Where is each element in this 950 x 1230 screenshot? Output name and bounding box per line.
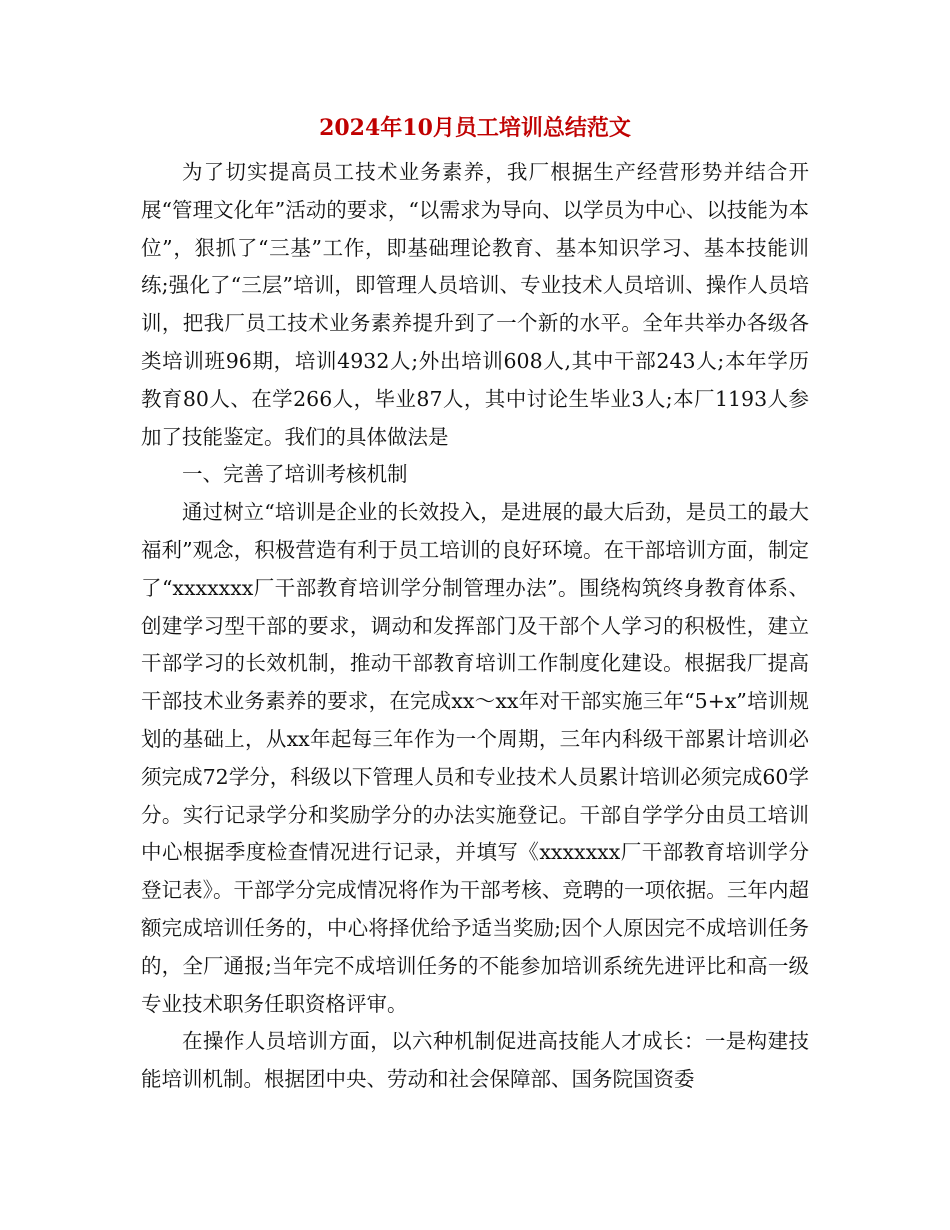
- document-title: 2024年10月员工培训总结范文: [319, 115, 631, 141]
- section-heading: 一、完善了培训考核机制: [182, 462, 408, 487]
- paragraph-operator-training: 在操作人员培训方面，以六种机制促进高技能人才成长：一是构建技能培训机制。根据团中央、劳动和社会保障部、国务院国资委: [141, 1029, 809, 1092]
- paragraph-intro: 为了切实提高员工技术业务素养，我厂根据生产经营形势并结合开展“管理文化年”活动的要求，“以需求为导向、以学员为中心、以技能为本位”，狠抓了“三基”工作，即基础理论教育、基本知识学习、基本技能训练;强化了“三层”培训，即管理人员培训、专业技术人员培训、操作人员培训，把我厂员工技术业务素养提升到了一个新的水平。全年共举办各级各类培训班96期，培训4932人;外出培训608人,其中干部243人;本年学历教育80人、在学266人，毕业87人，其中讨论生毕业3人;本厂1193人参加了技能鉴定。我们的具体做法是: [141, 160, 809, 449]
- document-body: [141, 154, 809, 1099]
- paragraph-cadre-training: 通过树立“培训是企业的长效投入，是进展的最大后劲，是员工的最大福利”观念，积极营造有利于员工培训的良好环境。在干部培训方面，制定了“xxxxxxx厂干部教育培训学分制管理办法”。围绕构筑终身教育体系、创建学习型干部的要求，调动和发挥部门及干部个人学习的积极性，建立干部学习的长效机制，推动干部教育培训工作制度化建设。根据我厂提高干部技术业务素养的要求，在完成xx～xx年对干部实施三年“5+x”培训规划的基础上，从xx年起每三年作为一个周期，三年内科级干部累计培训必须完成72学分，科级以下管理人员和专业技术人员累计培训必须完成60学分。实行记录学分和奖励学分的办法实施登记。干部自学学分由员工培训中心根据季度检查情况进行记录，并填写《xxxxxxx厂干部教育培训学分登记表》。干部学分完成情况将作为干部考核、竞聘的一项依据。三年内超额完成培训任务的，中心将择优给予适当奖励;因个人原因完不成培训任务的，全厂通报;当年完不成培训任务的不能参加培训系统先进评比和高一级专业技术职务任职资格评审。: [141, 500, 809, 1016]
